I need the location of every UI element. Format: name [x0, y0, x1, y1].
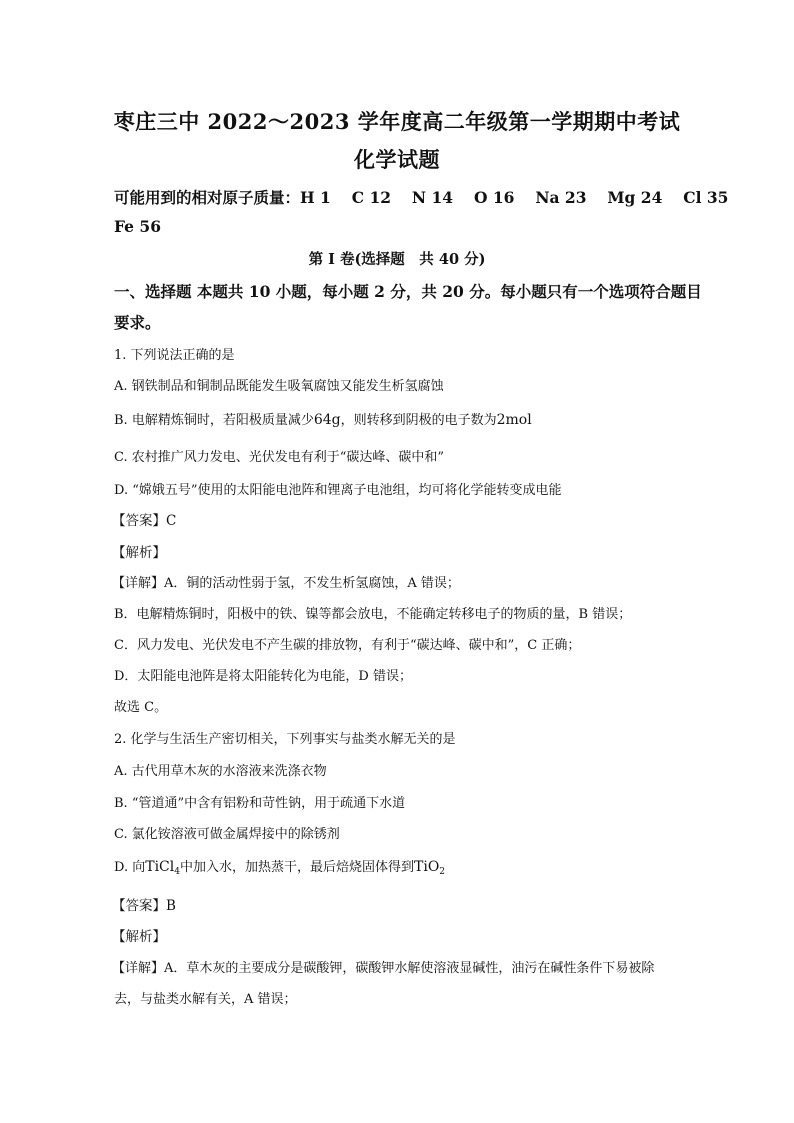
q2-option-d	[114, 856, 445, 877]
section-title: 第 I 卷(选择题 共 40 分)	[308, 251, 486, 268]
q2-option-b: B. “管道通”中含有铝粉和苛性钠，用于疏通下水道	[114, 796, 406, 811]
q2-detail-a-line-1: 【详解】A．草木灰的主要成分是碳酸钾，碳酸钾水解使溶液显碱性，油污在碱性条件下易被除	[112, 961, 655, 976]
q1-conclusion: 故选 C。	[114, 700, 168, 715]
q1-option-b-mass: 64g	[313, 412, 341, 428]
q2-detail-a-line-2: 去，与盐类水解有关，A 错误；	[114, 992, 297, 1007]
q1-analysis-label: 【解析】	[112, 545, 166, 561]
q1-option-b-text-1: B. 电解精炼铜时，若阳极质量减少	[114, 413, 314, 428]
q2-option-a: A. 古代用草木灰的水溶液来洗涤衣物	[114, 764, 327, 779]
q1-option-c: C. 农村推广风力发电、光伏发电有利于“碳达峰、碳中和”	[114, 450, 445, 465]
q2-option-c: C. 氯化铵溶液可做金属焊接中的除锈剂	[114, 827, 340, 842]
atomic-mass-line-1: 可能用到的相对原子质量：H 1 C 12 N 14 O 16 Na 23 Mg 24 Cl 35	[114, 188, 729, 207]
q2-option-d-formula-1-sub: 4	[174, 867, 180, 877]
atomic-mass-line-2: Fe 56	[114, 217, 161, 236]
q2-option-d-formula-1	[145, 859, 180, 875]
q2-option-d-formula-2-sub: 2	[439, 867, 446, 877]
q2-option-d-formula-2-base: TiO	[414, 859, 440, 875]
instructions-line-2: 要求。	[114, 313, 161, 332]
q2-option-d-formula-1-base: TiCl	[145, 859, 175, 875]
q1-detail-c: C．风力发电、光伏发电不产生碳的排放物，有利于“碳达峰、碳中和”，C 正确；	[114, 638, 581, 653]
instructions-line-1: 一、选择题 本题共 10 小题，每小题 2 分，共 20 分。每小题只有一个选项符合题目	[114, 282, 702, 301]
q1-stem: 1. 下列说法正确的是	[114, 348, 235, 363]
q1-option-d: D. “嫦娥五号”使用的太阳能电池阵和锂离子电池组，均可将化学能转变成电能	[114, 483, 562, 498]
q2-answer: 【答案】B	[112, 898, 176, 914]
q2-stem: 2. 化学与生活生产密切相关，下列事实与盐类水解无关的是	[114, 732, 456, 747]
q2-option-d-text-1: D. 向	[114, 860, 146, 875]
q1-detail-b: B．电解精炼铜时，阳极中的铁、镍等都会放电，不能确定转移电子的物质的量，B 错误；	[114, 607, 632, 622]
exam-subject: 化学试题	[354, 147, 440, 172]
exam-title: 枣庄三中 2022～2023 学年度高二年级第一学期期中考试	[113, 109, 681, 134]
q1-option-b	[114, 409, 532, 428]
q1-option-a: A. 钢铁制品和铜制品既能发生吸氧腐蚀又能发生析氢腐蚀	[114, 379, 444, 394]
q1-answer: 【答案】C	[112, 513, 177, 529]
q2-analysis-label: 【解析】	[112, 929, 166, 945]
q1-detail-a: 【详解】A．铜的活动性弱于氢，不发生析氢腐蚀，A 错误；	[112, 576, 460, 591]
q1-detail-d: D．太阳能电池阵是将太阳能转化为电能，D 错误；	[114, 669, 412, 684]
q1-option-b-moles: 2mol	[496, 412, 532, 428]
q1-option-b-text-2: ，则转移到阴极的电子数为	[340, 413, 497, 428]
q2-option-d-formula-2	[414, 859, 445, 875]
q2-option-d-text-2: 中加入水，加热蒸干，最后焙烧固体得到	[179, 860, 414, 875]
